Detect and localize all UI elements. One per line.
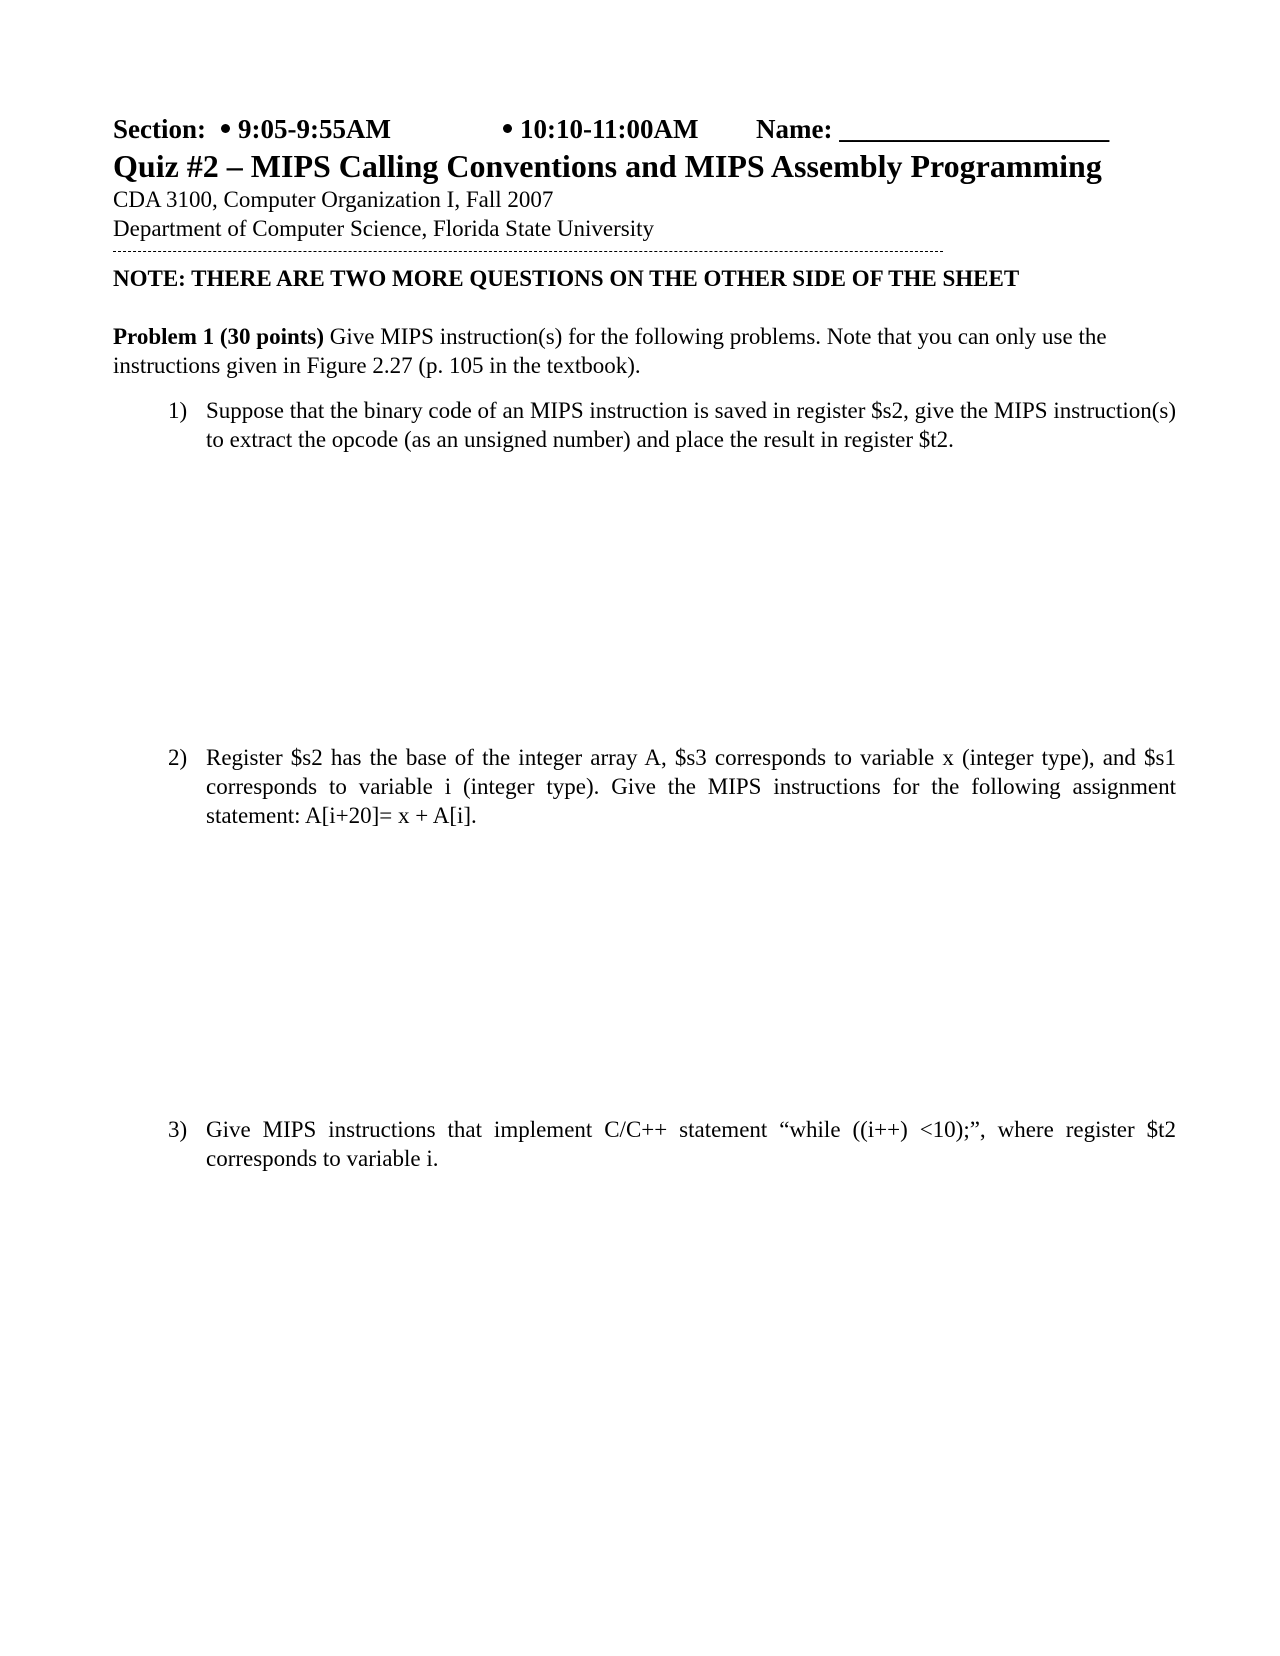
problem-intro bbox=[113, 322, 1156, 380]
section-label: Section: bbox=[113, 114, 206, 144]
section-option-late-label: 10:10-11:00AM bbox=[520, 114, 699, 144]
section-option-early-label: 9:05-9:55AM bbox=[238, 114, 391, 144]
problem-item-text: Register $s2 has the base of the integer array A, $s3 corresponds to variable x (integer type), and $s1 corresponds to variable i (integer type). Give the MIPS instructions for the following assignment statement: A[i+20]= x + A[i]. bbox=[206, 745, 1176, 828]
problem-item-number: 1) bbox=[168, 398, 188, 423]
bullet-icon bbox=[221, 124, 230, 133]
course-info: CDA 3100, Computer Organization I, Fall 2007 bbox=[113, 187, 554, 212]
problem-intro-text: Give MIPS instruction(s) for the following problems. Note that you can only use the instructions given in Figure 2.27 (p. 105 in the textbook). bbox=[113, 324, 1107, 378]
bullet-icon bbox=[503, 124, 512, 133]
problem-item-number: 2) bbox=[168, 745, 188, 770]
note-text: NOTE: THERE ARE TWO MORE QUESTIONS ON THE OTHER SIDE OF THE SHEET bbox=[113, 266, 1020, 291]
problem-item-1 bbox=[168, 396, 1176, 454]
quiz-title: Quiz #2 – MIPS Calling Conventions and MIPS Assembly Programming bbox=[113, 148, 1102, 184]
department-info: Department of Computer Science, Florida State University bbox=[113, 216, 655, 241]
problem-item-text: Suppose that the binary code of an MIPS instruction is saved in register $s2, give the MIPS instruction(s) to extract the opcode (as an unsigned number) and place the result in register $t2. bbox=[206, 398, 1176, 452]
dashed-divider bbox=[113, 251, 943, 252]
section-option-early[interactable] bbox=[221, 112, 391, 146]
problem-item-2 bbox=[168, 743, 1176, 830]
name-field[interactable]: Name: ____________________ bbox=[756, 114, 1110, 144]
problem-item-number: 3) bbox=[168, 1117, 188, 1142]
problem-heading: Problem 1 (30 points) bbox=[113, 324, 325, 349]
problem-item-text: Give MIPS instructions that implement C/C++ statement “while ((i++) <10);”, where register $t2 corresponds to variable i. bbox=[206, 1117, 1176, 1171]
section-option-late[interactable] bbox=[503, 112, 698, 146]
problem-item-3 bbox=[168, 1115, 1176, 1173]
